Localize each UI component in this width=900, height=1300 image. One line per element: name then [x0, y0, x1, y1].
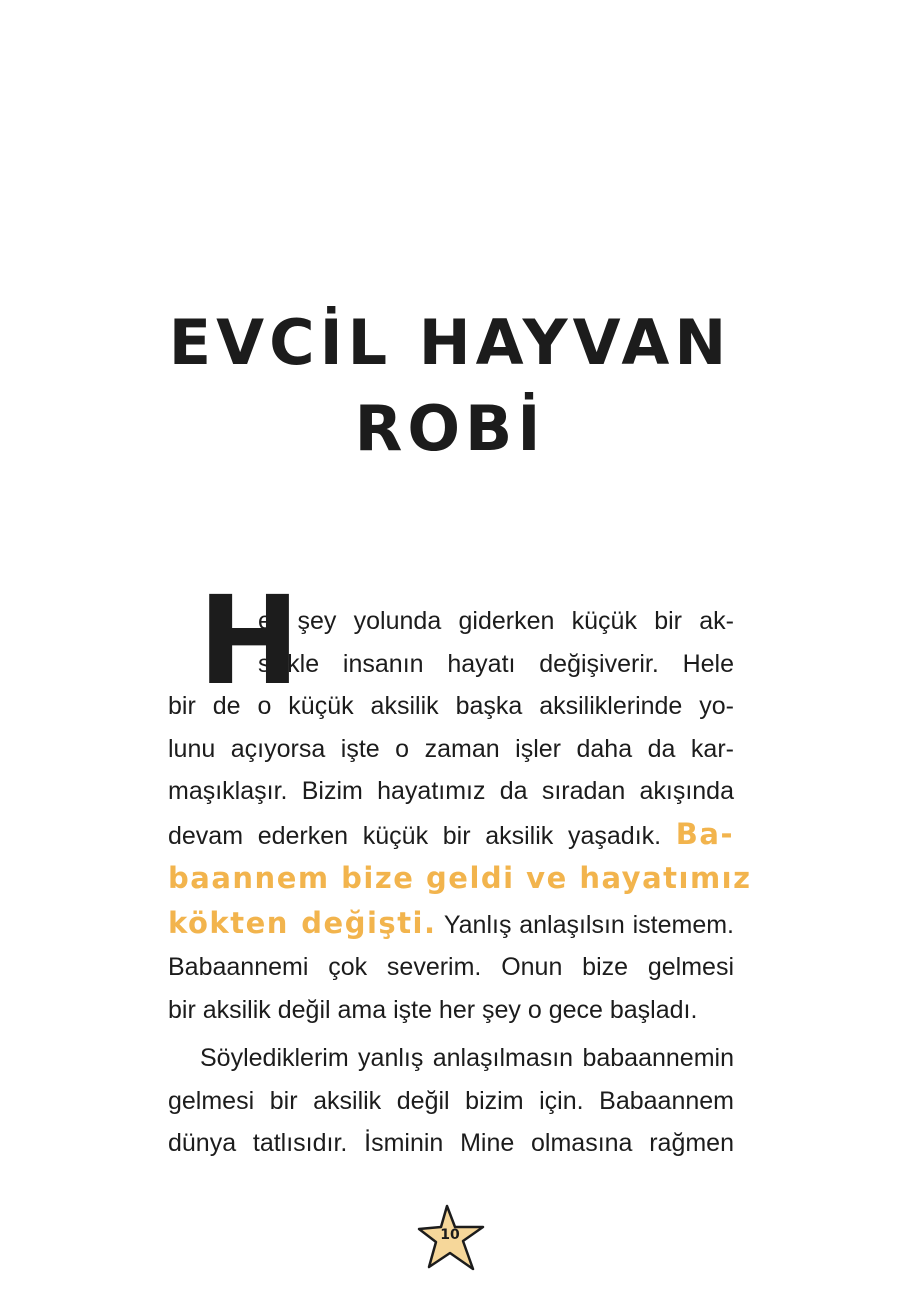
drop-cap: H: [198, 570, 301, 712]
paragraph-2: [168, 1037, 734, 1165]
text-line: dünya tatlısıdır. İsminin Mine olmasına rağmen: [168, 1129, 734, 1157]
text-segment: Yanlış anlaşılsın istemem.: [443, 910, 734, 939]
highlighted-text: baannem bize geldi ve hayatımız: [168, 861, 752, 895]
text-line: [168, 813, 734, 858]
chapter-title-line-2: ROBİ: [354, 392, 546, 465]
text-line: gelmesi bir aksilik değil bizim için. Babaannem: [168, 1086, 734, 1115]
page-number-badge: [417, 1203, 487, 1273]
text-line: bir de o küçük aksilik başka aksiliklerinde yo-: [168, 692, 734, 720]
text-line: bir aksilik değil ama işte her şey o gece başladı.: [168, 995, 698, 1024]
highlighted-text: kökten değişti.: [168, 905, 437, 940]
text-line: [168, 902, 734, 947]
text-line: maşıklaşır. Bizim hayatımız da sıradan akışında: [168, 777, 734, 805]
chapter-title-line-1: EVCİL HAYVAN: [168, 306, 732, 379]
text-line: [168, 857, 752, 902]
page-number: 10: [440, 1227, 460, 1243]
text-segment: devam ederken küçük bir aksilik yaşadık.: [168, 821, 662, 850]
body-text: [168, 570, 752, 1165]
text-line: Babaannemi çok severim. Onun bize gelmesi: [168, 953, 734, 981]
highlighted-text: Ba-: [675, 816, 735, 851]
chapter-title: [0, 302, 900, 470]
text-line: lunu açıyorsa işte o zaman işler daha da kar-: [168, 734, 734, 763]
text-line: er şey yolunda giderken küçük bir ak-: [258, 607, 734, 635]
text-line: Söylediklerim yanlış anlaşılmasın babaannemin: [200, 1044, 734, 1072]
text-line: silikle insanın hayatı değişiverir. Hele: [258, 649, 734, 678]
